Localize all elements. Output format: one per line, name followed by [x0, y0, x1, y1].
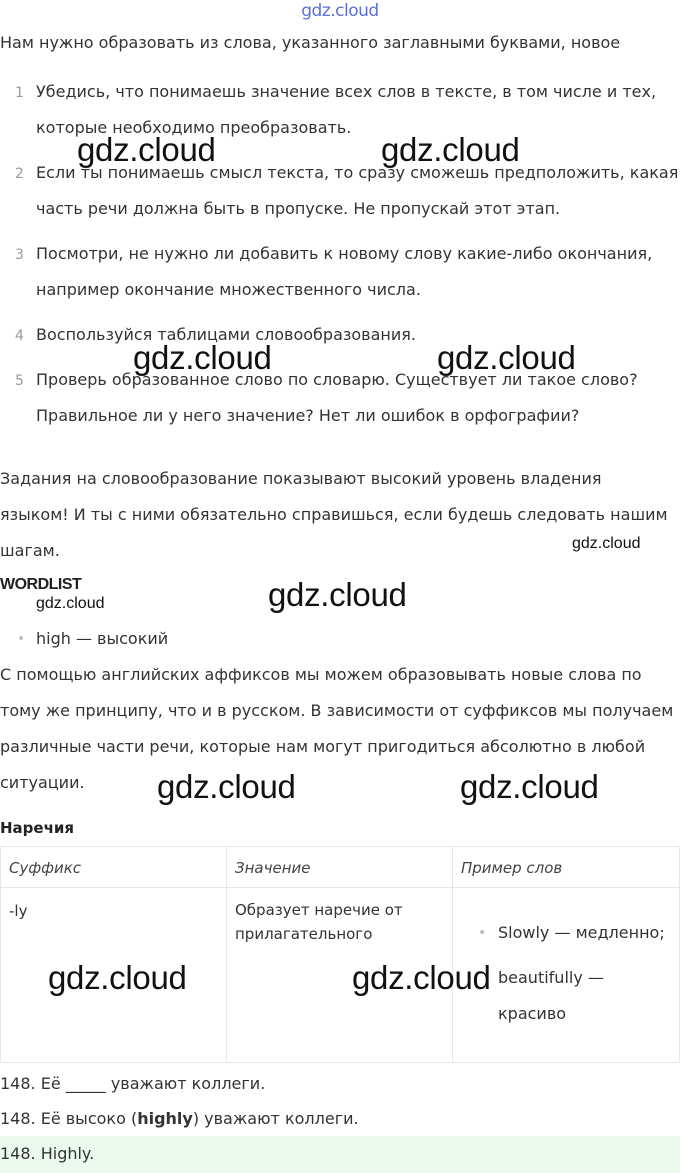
step-1-line-2: которые необходимо преобразовать.	[36, 118, 352, 137]
answer-text: 148. Highly.	[0, 1144, 95, 1163]
section-heading-adverbs: Наречия	[0, 819, 75, 837]
paragraph-line: С помощью английских аффиксов мы можем образовывать новые слова по	[0, 665, 642, 684]
site-logo[interactable]: gdz.cloud	[301, 1, 379, 21]
bullet-icon: •	[17, 631, 26, 647]
paragraph-line: различные части речи, которые нам могут пригодиться абсолютно в любой	[0, 737, 646, 756]
step-number-5: 5	[15, 373, 24, 389]
table-header-cell	[0, 846, 227, 888]
watermark: gdz.cloud	[460, 768, 599, 805]
watermark: gdz.cloud	[381, 131, 520, 168]
watermark: gdz.cloud	[77, 131, 216, 168]
answer-box	[0, 1136, 680, 1173]
meaning-line-2: прилагательного	[235, 925, 373, 943]
table-header-meaning: Значение	[235, 859, 311, 877]
step-3-line-1: Посмотри, не нужно ли добавить к новому слову какие-либо окончания,	[36, 244, 653, 263]
example-beautifully-translation: красиво	[498, 1004, 567, 1023]
step-4-line-1: Воспользуйся таблицами словообразования.	[36, 325, 416, 344]
watermark: gdz.cloud	[48, 959, 187, 996]
wordlist-item: high — высокий	[36, 629, 169, 648]
step-number-3: 3	[15, 247, 24, 263]
watermark: gdz.cloud	[352, 959, 491, 996]
table-header-cell	[226, 846, 453, 888]
suffix-table	[0, 846, 680, 1063]
watermark: gdz.cloud	[268, 576, 407, 613]
watermark: gdz.cloud	[36, 595, 105, 612]
step-5-line-1: Проверь образованное слово по словарю. Существует ли такое слово?	[36, 370, 638, 389]
step-3-line-2: например окончание множественного числа.	[36, 280, 421, 299]
watermark: gdz.cloud	[437, 339, 576, 376]
bullet-icon: •	[478, 925, 487, 941]
exercise-solution	[0, 1101, 359, 1137]
step-1-line-1: Убедись, что понимаешь значение всех слов в тексте, в том числе и тех,	[36, 82, 657, 101]
paragraph-line: Задания на словообразование показывают высокий уровень владения	[0, 469, 602, 488]
exercise-task: 148. Её _____ уважают коллеги.	[0, 1074, 266, 1093]
table-header-cell	[452, 846, 680, 888]
suffix-value: -ly	[9, 902, 28, 920]
step-2-line-1: Если ты понимаешь смысл текста, то сразу сможешь предположить, какая	[36, 163, 679, 182]
step-number-1: 1	[15, 85, 24, 101]
watermark: gdz.cloud	[157, 768, 296, 805]
step-5-line-2: Правильное ли у него значение? Нет ли ошибок в орфографии?	[36, 406, 580, 425]
table-header-examples: Пример слов	[461, 859, 563, 877]
paragraph-line: ситуации.	[0, 773, 85, 792]
example-beautifully: beautifully —	[498, 968, 604, 987]
wordlist-title: WORDLIST	[0, 576, 82, 593]
solution-prefix: 148. Её высоко (	[0, 1109, 138, 1128]
paragraph-line: языком! И ты с ними обязательно справишься, если будешь следовать нашим	[0, 505, 668, 524]
watermark: gdz.cloud	[133, 339, 272, 376]
example-slowly: Slowly — медленно;	[498, 923, 665, 942]
solution-suffix: ) уважают коллеги.	[192, 1109, 359, 1128]
solution-keyword: highly	[137, 1109, 193, 1128]
meaning-line-1: Образует наречие от	[235, 901, 403, 919]
watermark: gdz.cloud	[572, 535, 641, 552]
paragraph-line: тому же принципу, что и в русском. В зависимости от суффиксов мы получаем	[0, 701, 674, 720]
table-header-suffix: Суффикс	[9, 859, 82, 877]
step-number-2: 2	[15, 166, 24, 182]
paragraph-line: шагам.	[0, 541, 60, 560]
intro-text: Нам нужно образовать из слова, указанного заглавными буквами, новое	[0, 33, 621, 52]
step-2-line-2: часть речи должна быть в пропуске. Не пропускай этот этап.	[36, 199, 561, 218]
step-number-4: 4	[15, 328, 24, 344]
